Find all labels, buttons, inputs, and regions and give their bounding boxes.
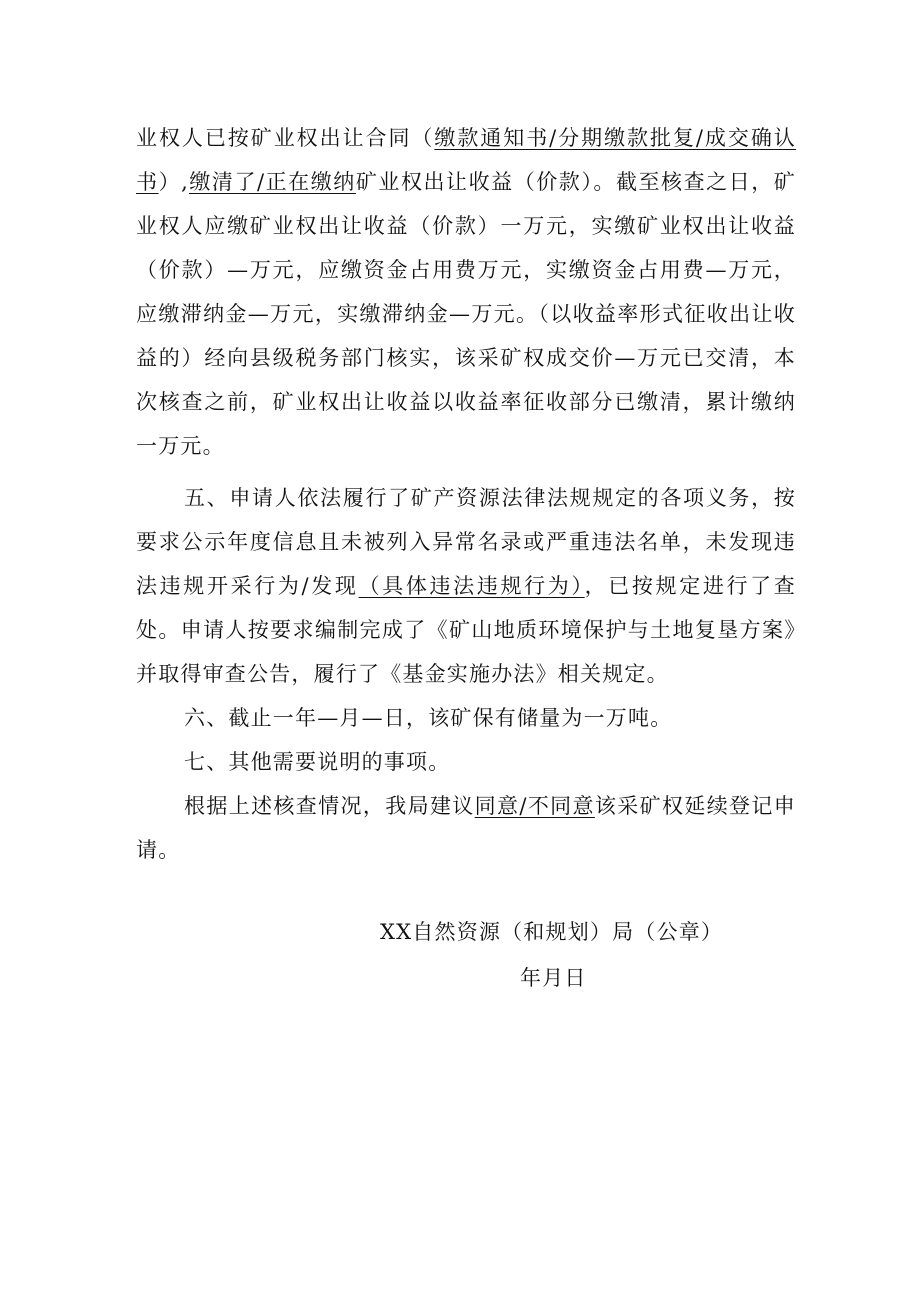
underlined-payment-status-options: 缴清了/正在缴纳 bbox=[189, 170, 356, 194]
paragraph-six-reserves: 六、截止一年—月—日，该矿保有储量为一万吨。 bbox=[184, 706, 673, 730]
signature-issuer: XX自然资源（和规划）局（公章） bbox=[380, 920, 724, 944]
underlined-approval-options: 同意/不同意 bbox=[474, 794, 595, 818]
text-segment: 根据上述核查情况，我局建议 bbox=[184, 794, 475, 818]
paragraph-payment-status bbox=[136, 116, 796, 468]
paragraph-seven-other-matters: 七、其他需要说明的事项。 bbox=[184, 750, 451, 774]
text-segment: 该采矿权延续登记申请。 bbox=[136, 794, 796, 862]
document-body bbox=[136, 116, 796, 872]
text-segment: 五、申请人依法履行了矿产资源法律法规规定的各项义务，按要求公示年度信息且未被列入异常名录或严重违法名单，未发现违法违规开采行为/发现 bbox=[136, 486, 796, 598]
text-segment: ）, bbox=[158, 170, 189, 194]
text-segment: ，已按规定进行了查处。申请人按要求编制完成了《矿山地质环境保护与土地复垦方案》并取得审查公告，履行了《基金实施办法》相关规定。 bbox=[136, 574, 796, 686]
paragraph-recommendation bbox=[136, 784, 796, 872]
signature-date: 年月日 bbox=[520, 966, 587, 990]
underlined-violation-placeholder: （具体违法违规行为） bbox=[358, 574, 585, 598]
paragraph-five-obligations bbox=[136, 476, 796, 696]
text-segment: 业权人已按矿业权出让合同（ bbox=[136, 126, 435, 150]
underlined-payment-document-options: 缴款通知书/分期缴款批复/成交确认书 bbox=[136, 126, 796, 194]
text-segment: 矿业权出让收益（价款）。截至核查之日，矿业权人应缴矿业权出让收益（价款）一万元，实缴矿业权出让收益（价款）—万元，应缴资金占用费万元，实缴资金占用费—万元，应缴滞纳金—万元，实缴滞纳金—万元。（以收益率形式征收出让收益的）经向县级税务部门核实，该采矿权成交价—万元已交清，本次核查之前，矿业权出让收益以收益率征收部分已缴清，累计缴纳一万元。 bbox=[136, 170, 797, 458]
